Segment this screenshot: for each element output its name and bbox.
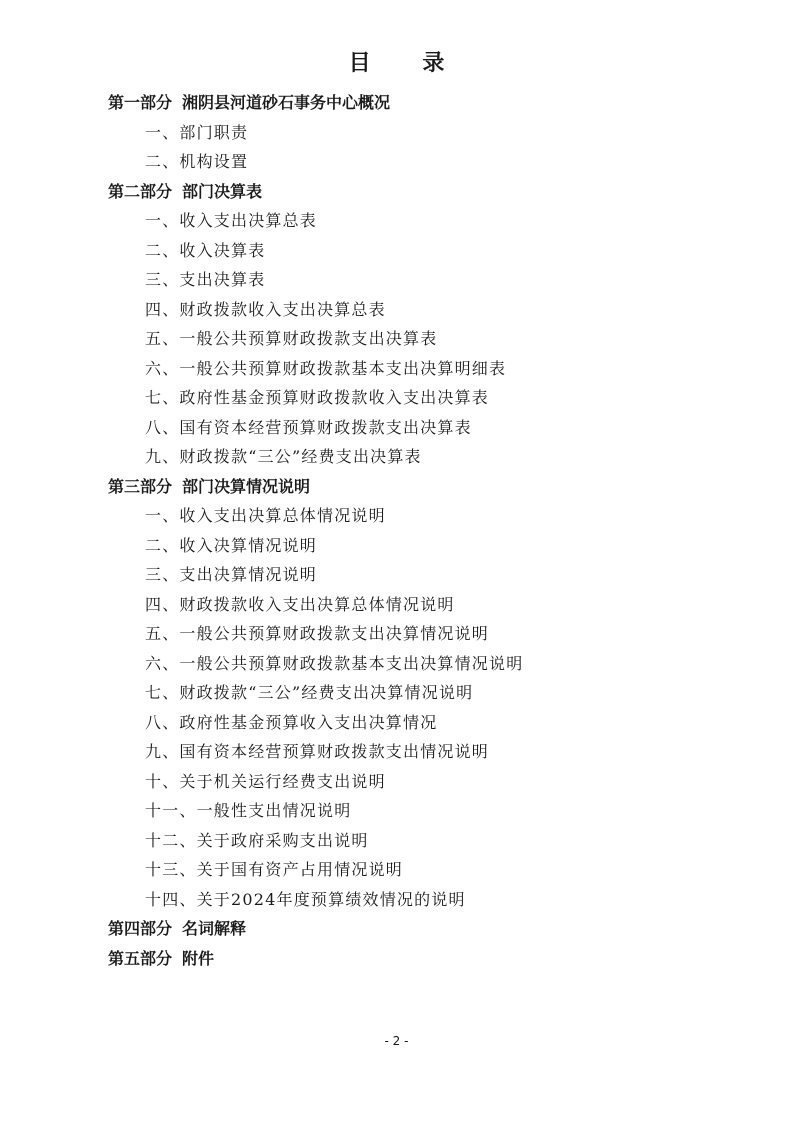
toc-part-3[interactable] bbox=[108, 472, 748, 502]
toc-item[interactable]: 十一、一般性支出情况说明 bbox=[145, 801, 352, 820]
part-label: 第三部分 bbox=[108, 476, 173, 496]
toc-item[interactable]: 一、收入支出决算总表 bbox=[145, 211, 318, 230]
toc-item[interactable]: 八、政府性基金预算收入支出决算情况 bbox=[145, 712, 438, 732]
part-label: 第四部分 bbox=[108, 919, 173, 938]
part-label: 第一部分 bbox=[108, 93, 173, 112]
part-name: 部门决算情况说明 bbox=[182, 476, 311, 496]
toc-part-4[interactable] bbox=[108, 914, 748, 944]
toc-item[interactable]: 七、财政拨款“三公”经费支出决算情况说明 bbox=[145, 683, 474, 702]
toc-item[interactable]: 二、收入决算情况说明 bbox=[145, 535, 318, 555]
toc-item[interactable]: 三、支出决算表 bbox=[145, 270, 266, 289]
toc-item[interactable]: 九、财政拨款“三公”经费支出决算表 bbox=[145, 447, 422, 466]
part-label: 第二部分 bbox=[108, 181, 173, 201]
toc-item[interactable]: 五、一般公共预算财政拨款支出决算表 bbox=[145, 329, 438, 348]
toc-part-1[interactable] bbox=[108, 88, 748, 118]
part-label: 第五部分 bbox=[108, 948, 173, 968]
toc-item[interactable]: 三、支出决算情况说明 bbox=[145, 565, 318, 584]
part-name: 附件 bbox=[182, 948, 215, 968]
toc-item[interactable]: 四、财政拨款收入支出决算总表 bbox=[145, 299, 386, 319]
toc-item[interactable]: 七、政府性基金预算财政拨款收入支出决算表 bbox=[145, 388, 490, 407]
page-number: - 2 - bbox=[384, 1034, 409, 1048]
toc-item[interactable]: 十四、关于2024年度预算绩效情况的说明 bbox=[145, 889, 466, 909]
toc-part-2[interactable] bbox=[108, 177, 748, 207]
toc-item[interactable]: 十三、关于国有资产占用情况说明 bbox=[145, 860, 404, 879]
toc-item[interactable]: 五、一般公共预算财政拨款支出决算情况说明 bbox=[145, 624, 490, 643]
toc-item[interactable]: 九、国有资本经营预算财政拨款支出情况说明 bbox=[145, 742, 490, 761]
toc-title: 目 录 bbox=[348, 51, 467, 76]
toc-item[interactable]: 六、一般公共预算财政拨款基本支出决算明细表 bbox=[145, 358, 507, 378]
part-name: 名词解释 bbox=[182, 919, 247, 938]
toc-item[interactable]: 六、一般公共预算财政拨款基本支出决算情况说明 bbox=[145, 653, 524, 673]
toc-item[interactable]: 十、关于机关运行经费支出说明 bbox=[145, 771, 386, 791]
table-of-contents bbox=[108, 88, 748, 973]
part-name: 部门决算表 bbox=[182, 181, 263, 201]
toc-item[interactable]: 十二、关于政府采购支出说明 bbox=[145, 830, 369, 850]
part-name: 湘阴县河道砂石事务中心概况 bbox=[182, 93, 391, 112]
toc-item[interactable]: 一、部门职责 bbox=[145, 122, 249, 142]
toc-item[interactable]: 八、国有资本经营预算财政拨款支出决算表 bbox=[145, 417, 472, 437]
toc-part-5[interactable] bbox=[108, 944, 748, 974]
toc-item[interactable]: 二、机构设置 bbox=[145, 152, 249, 171]
toc-item[interactable]: 一、收入支出决算总体情况说明 bbox=[145, 506, 386, 525]
toc-item[interactable]: 二、收入决算表 bbox=[145, 240, 266, 260]
toc-item[interactable]: 四、财政拨款收入支出决算总体情况说明 bbox=[145, 594, 455, 614]
